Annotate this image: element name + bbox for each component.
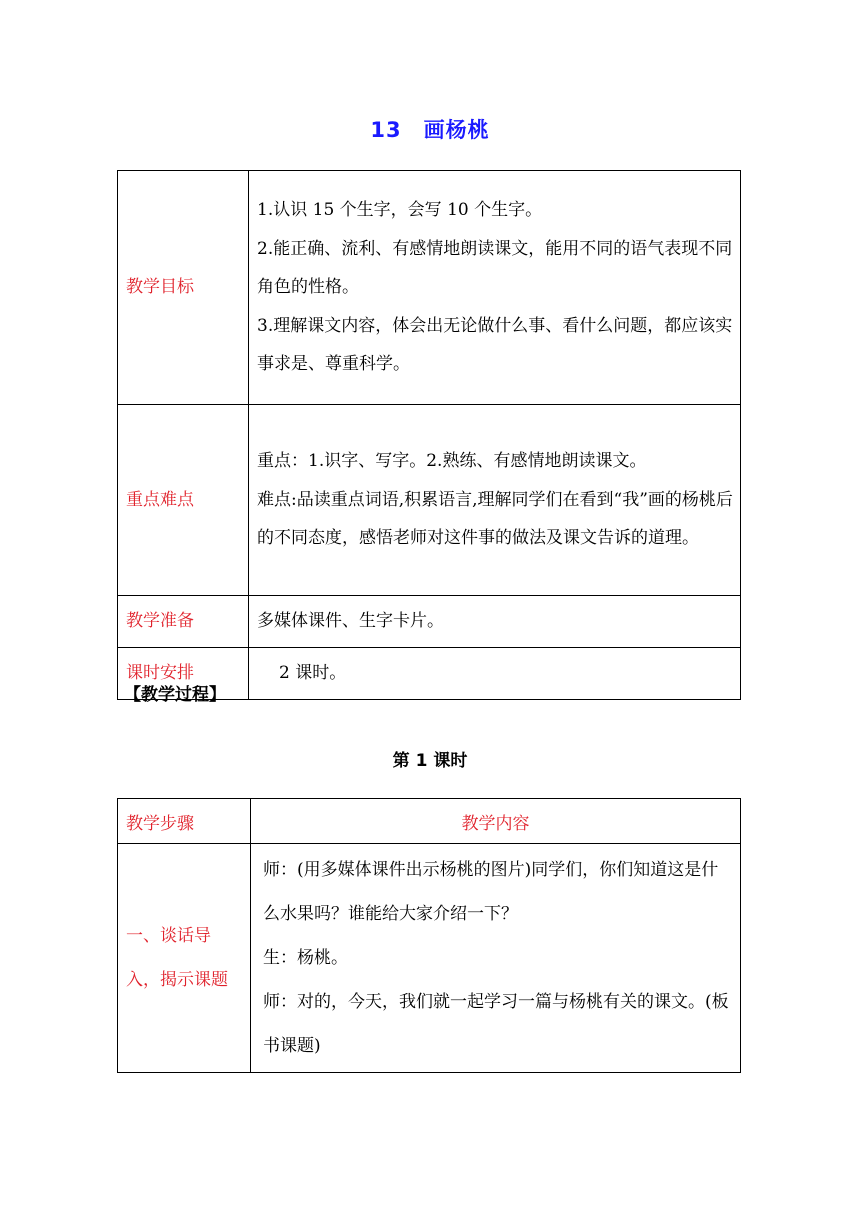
goals-label: 教学目标 xyxy=(118,171,249,405)
goals-content xyxy=(249,171,741,405)
schedule-label: 课时安排 xyxy=(118,648,249,700)
goal-item: 1.认识 15 个生字，会写 10 个生字。 xyxy=(257,200,543,221)
key-points-content xyxy=(249,405,741,596)
lesson-title: 画杨桃 xyxy=(423,118,490,142)
schedule-text: 2 课时。 xyxy=(279,663,347,684)
step-column-header: 教学步骤 xyxy=(118,799,251,844)
preparation-content: 多媒体课件、生字卡片。 xyxy=(249,596,741,648)
step-content xyxy=(251,844,741,1073)
dialogue-line: 师：对的，今天，我们就一起学习一篇与杨桃有关的课文。(板书课题) xyxy=(263,992,729,1056)
difficulty-item: 难点:品读重点词语,积累语言,理解同学们在看到“我”画的杨桃后的不同态度，感悟老师对这件事的做法及课文告诉的道理。 xyxy=(257,489,733,549)
lesson-info-table xyxy=(117,170,741,700)
teaching-steps-table xyxy=(117,798,741,1073)
teaching-process-heading: 【教学过程】 xyxy=(124,685,226,705)
content-column-header: 教学内容 xyxy=(251,799,741,844)
step-name: 一、谈话导入，揭示课题 xyxy=(118,844,251,1073)
goal-item: 3.理解课文内容，体会出无论做什么事、看什么问题，都应该实事求是、尊重科学。 xyxy=(257,315,733,375)
preparation-row xyxy=(118,596,741,648)
table-row xyxy=(118,844,741,1073)
key-point-item: 重点：1.识字、写字。2.熟练、有感情地朗读课文。 xyxy=(257,451,647,472)
key-points-label: 重点难点 xyxy=(118,405,249,596)
lesson-period-heading: 第 1 课时 xyxy=(392,751,468,771)
preparation-label: 教学准备 xyxy=(118,596,249,648)
key-points-row xyxy=(118,405,741,596)
dialogue-line: 生：杨桃。 xyxy=(263,948,348,968)
dialogue-line: 师：(用多媒体课件出示杨桃的图片)同学们，你们知道这是什么水果吗？谁能给大家介绍一下？ xyxy=(263,860,719,924)
goals-row xyxy=(118,171,741,405)
page-title xyxy=(0,114,860,144)
steps-header-row xyxy=(118,799,741,844)
schedule-content xyxy=(249,648,741,700)
goal-item: 2.能正确、流利、有感情地朗读课文，能用不同的语气表现不同角色的性格。 xyxy=(257,238,733,298)
lesson-number: 13 xyxy=(370,118,402,142)
